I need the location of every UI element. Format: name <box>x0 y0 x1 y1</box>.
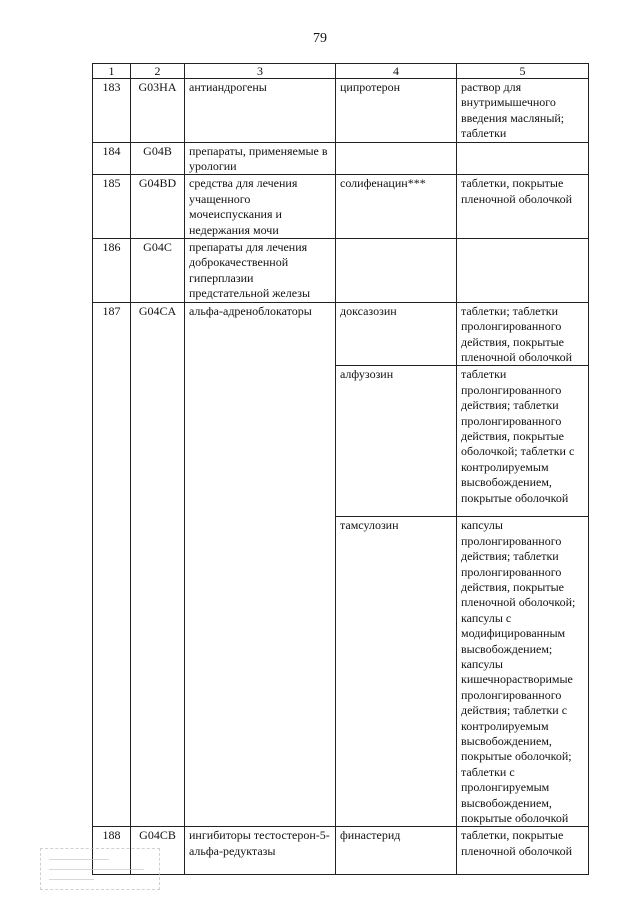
drug-name: доксазозин <box>336 302 457 366</box>
atc-code: G04BD <box>131 175 185 239</box>
group-name: антиандрогены <box>185 79 336 143</box>
drug-name: ципротерон <box>336 79 457 143</box>
table-row <box>93 175 589 239</box>
drug-name <box>336 142 457 175</box>
column-header: 4 <box>336 64 457 79</box>
table-row <box>93 302 589 366</box>
dosage-form: таблетки; таблетки пролонгированного действия, покрытые пленочной оболочкой <box>457 302 589 366</box>
faint-stamp-mark <box>40 848 160 890</box>
dosage-form: раствор для внутримышечного введения масляный; таблетки <box>457 79 589 143</box>
column-header: 3 <box>185 64 336 79</box>
dosage-form <box>457 142 589 175</box>
table-header-row <box>93 64 589 79</box>
group-name: ингибиторы тестостерон-5-альфа-редуктазы <box>185 827 336 875</box>
group-name: альфа-адреноблокаторы <box>185 302 336 827</box>
atc-code: G04CB <box>131 827 185 875</box>
group-name: средства для лечения учащенного мочеиспускания и недержания мочи <box>185 175 336 239</box>
group-name: препараты, применяемые в урологии <box>185 142 336 175</box>
table-row <box>93 827 589 875</box>
column-header: 1 <box>93 64 131 79</box>
column-header: 5 <box>457 64 589 79</box>
dosage-form <box>457 239 589 303</box>
atc-code: G04C <box>131 239 185 303</box>
drug-register-table <box>92 63 589 875</box>
table-row <box>93 142 589 175</box>
row-number: 183 <box>93 79 131 143</box>
row-number: 186 <box>93 239 131 303</box>
drug-name: финастерид <box>336 827 457 875</box>
atc-code: G04CA <box>131 302 185 827</box>
dosage-form: капсулы пролонгированного действия; таблетки пролонгированного действия, покрытые пленочной оболочкой; капсулы с модифицированным высвобождением; капсулы кишечнорастворимые пролонгированного действия; таблетки с контролируемым высвобождением, покрытые оболочкой; таблетки с пролонгируемым высвобождением, покрытые оболочкой <box>457 517 589 827</box>
row-number: 187 <box>93 302 131 827</box>
drug-name: тамсулозин <box>336 517 457 827</box>
page-number: 79 <box>313 31 327 46</box>
dosage-form: таблетки, покрытые пленочной оболочкой <box>457 827 589 875</box>
dosage-form: таблетки, покрытые пленочной оболочкой <box>457 175 589 239</box>
dosage-form: таблетки пролонгированного действия; таблетки пролонгированного действия, покрытые оболочкой; таблетки с контролируемым высвобождением, покрытые оболочкой <box>457 366 589 517</box>
row-number: 185 <box>93 175 131 239</box>
atc-code: G03HA <box>131 79 185 143</box>
drug-name: алфузозин <box>336 366 457 517</box>
row-number: 188 <box>93 827 131 875</box>
drug-name <box>336 239 457 303</box>
group-name: препараты для лечения доброкачественной гиперплазии предстательной железы <box>185 239 336 303</box>
table-row <box>93 239 589 303</box>
row-number: 184 <box>93 142 131 175</box>
atc-code: G04B <box>131 142 185 175</box>
column-header: 2 <box>131 64 185 79</box>
drug-name: солифенацин*** <box>336 175 457 239</box>
table-row <box>93 79 589 143</box>
